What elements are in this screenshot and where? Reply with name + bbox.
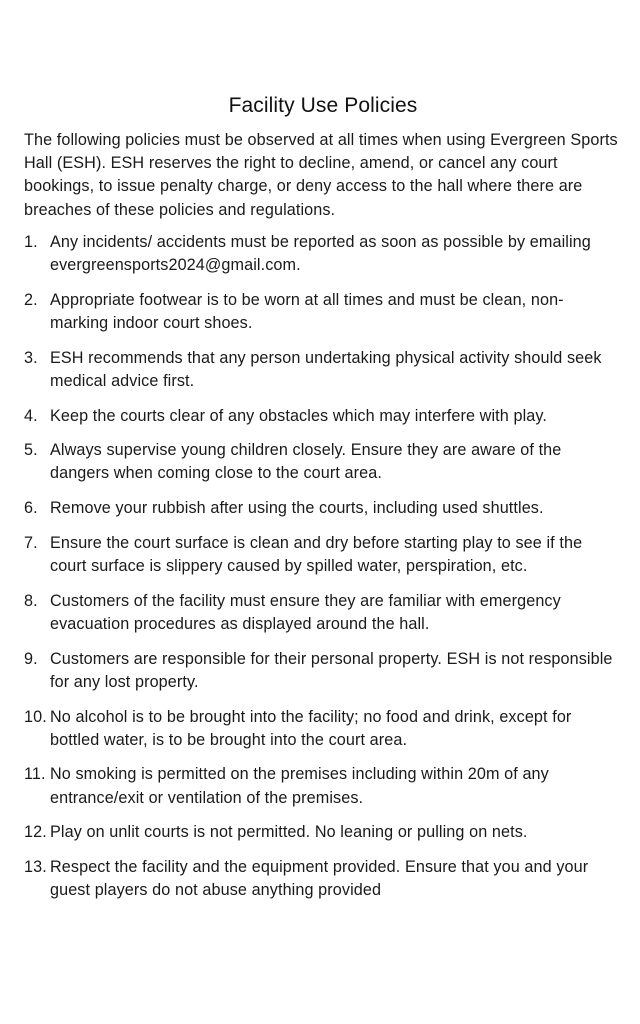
policy-text: Customers are responsible for their personal property. ESH is not responsible for any lost property. (50, 649, 613, 691)
policy-item (24, 821, 622, 844)
policy-text: No alcohol is to be brought into the facility; no food and drink, except for bottled water, is to be brought into the court area. (50, 707, 572, 749)
policy-text: No smoking is permitted on the premises including within 20m of any entrance/exit or ventilation of the premises. (50, 765, 549, 807)
policy-text: Any incidents/ accidents must be reported as soon as possible by emailing evergreensports2024@gmail.com. (50, 232, 591, 275)
policy-text: Always supervise young children closely. Ensure they are aware of the dangers when coming close to the court area. (50, 441, 562, 483)
policy-item (24, 763, 622, 809)
policy-item (24, 231, 622, 277)
document-title: Facility Use Policies (228, 94, 418, 117)
policy-number: 4. (24, 406, 38, 425)
policy-item (24, 497, 622, 520)
policy-item (24, 648, 622, 694)
policy-number: 5. (24, 441, 38, 460)
policy-number: 2. (24, 290, 38, 309)
policy-text: Ensure the court surface is clean and dry before starting play to see if the court surface is slippery caused by spilled water, perspiration, etc. (50, 533, 583, 576)
policy-text: ESH recommends that any person undertaking physical activity should seek medical advice first. (50, 348, 602, 390)
policy-number: 11. (24, 765, 46, 784)
policy-item (24, 856, 622, 902)
policy-text: Keep the courts clear of any obstacles which may interfere with play. (50, 406, 547, 425)
policy-number: 12. (24, 823, 47, 842)
policy-number: 3. (24, 348, 38, 367)
policy-item (24, 706, 622, 752)
policy-item (24, 347, 622, 393)
intro-paragraph: The following policies must be observed at all times when using Evergreen Sports Hall (ESH). ESH reserves the right to decline, amend, or cancel any court bookings, to issue penalty charge, or deny access to the hall where there are breaches of these policies and regulations. (24, 131, 618, 219)
policy-number: 10. (24, 707, 47, 726)
policy-text: Play on unlit courts is not permitted. No leaning or pulling on nets. (50, 823, 528, 842)
policy-list (24, 231, 622, 903)
policy-item (24, 289, 622, 335)
policy-number: 7. (24, 533, 38, 552)
policy-number: 13. (24, 858, 47, 877)
policy-number: 1. (24, 232, 38, 251)
policy-text: Appropriate footwear is to be worn at all times and must be clean, non- marking indoor court shoes. (50, 290, 564, 332)
policy-text: Remove your rubbish after using the courts, including used shuttles. (50, 499, 544, 518)
policy-item (24, 532, 622, 578)
policy-item (24, 439, 622, 485)
policy-item (24, 590, 622, 636)
policy-number: 8. (24, 591, 38, 610)
policy-text: Respect the facility and the equipment provided. Ensure that you and your guest players do not abuse anything provided (50, 858, 589, 900)
policy-item (24, 405, 622, 428)
policy-number: 6. (24, 499, 38, 518)
policy-text: Customers of the facility must ensure they are familiar with emergency evacuation procedures as displayed around the hall. (50, 591, 561, 633)
policy-number: 9. (24, 649, 38, 668)
